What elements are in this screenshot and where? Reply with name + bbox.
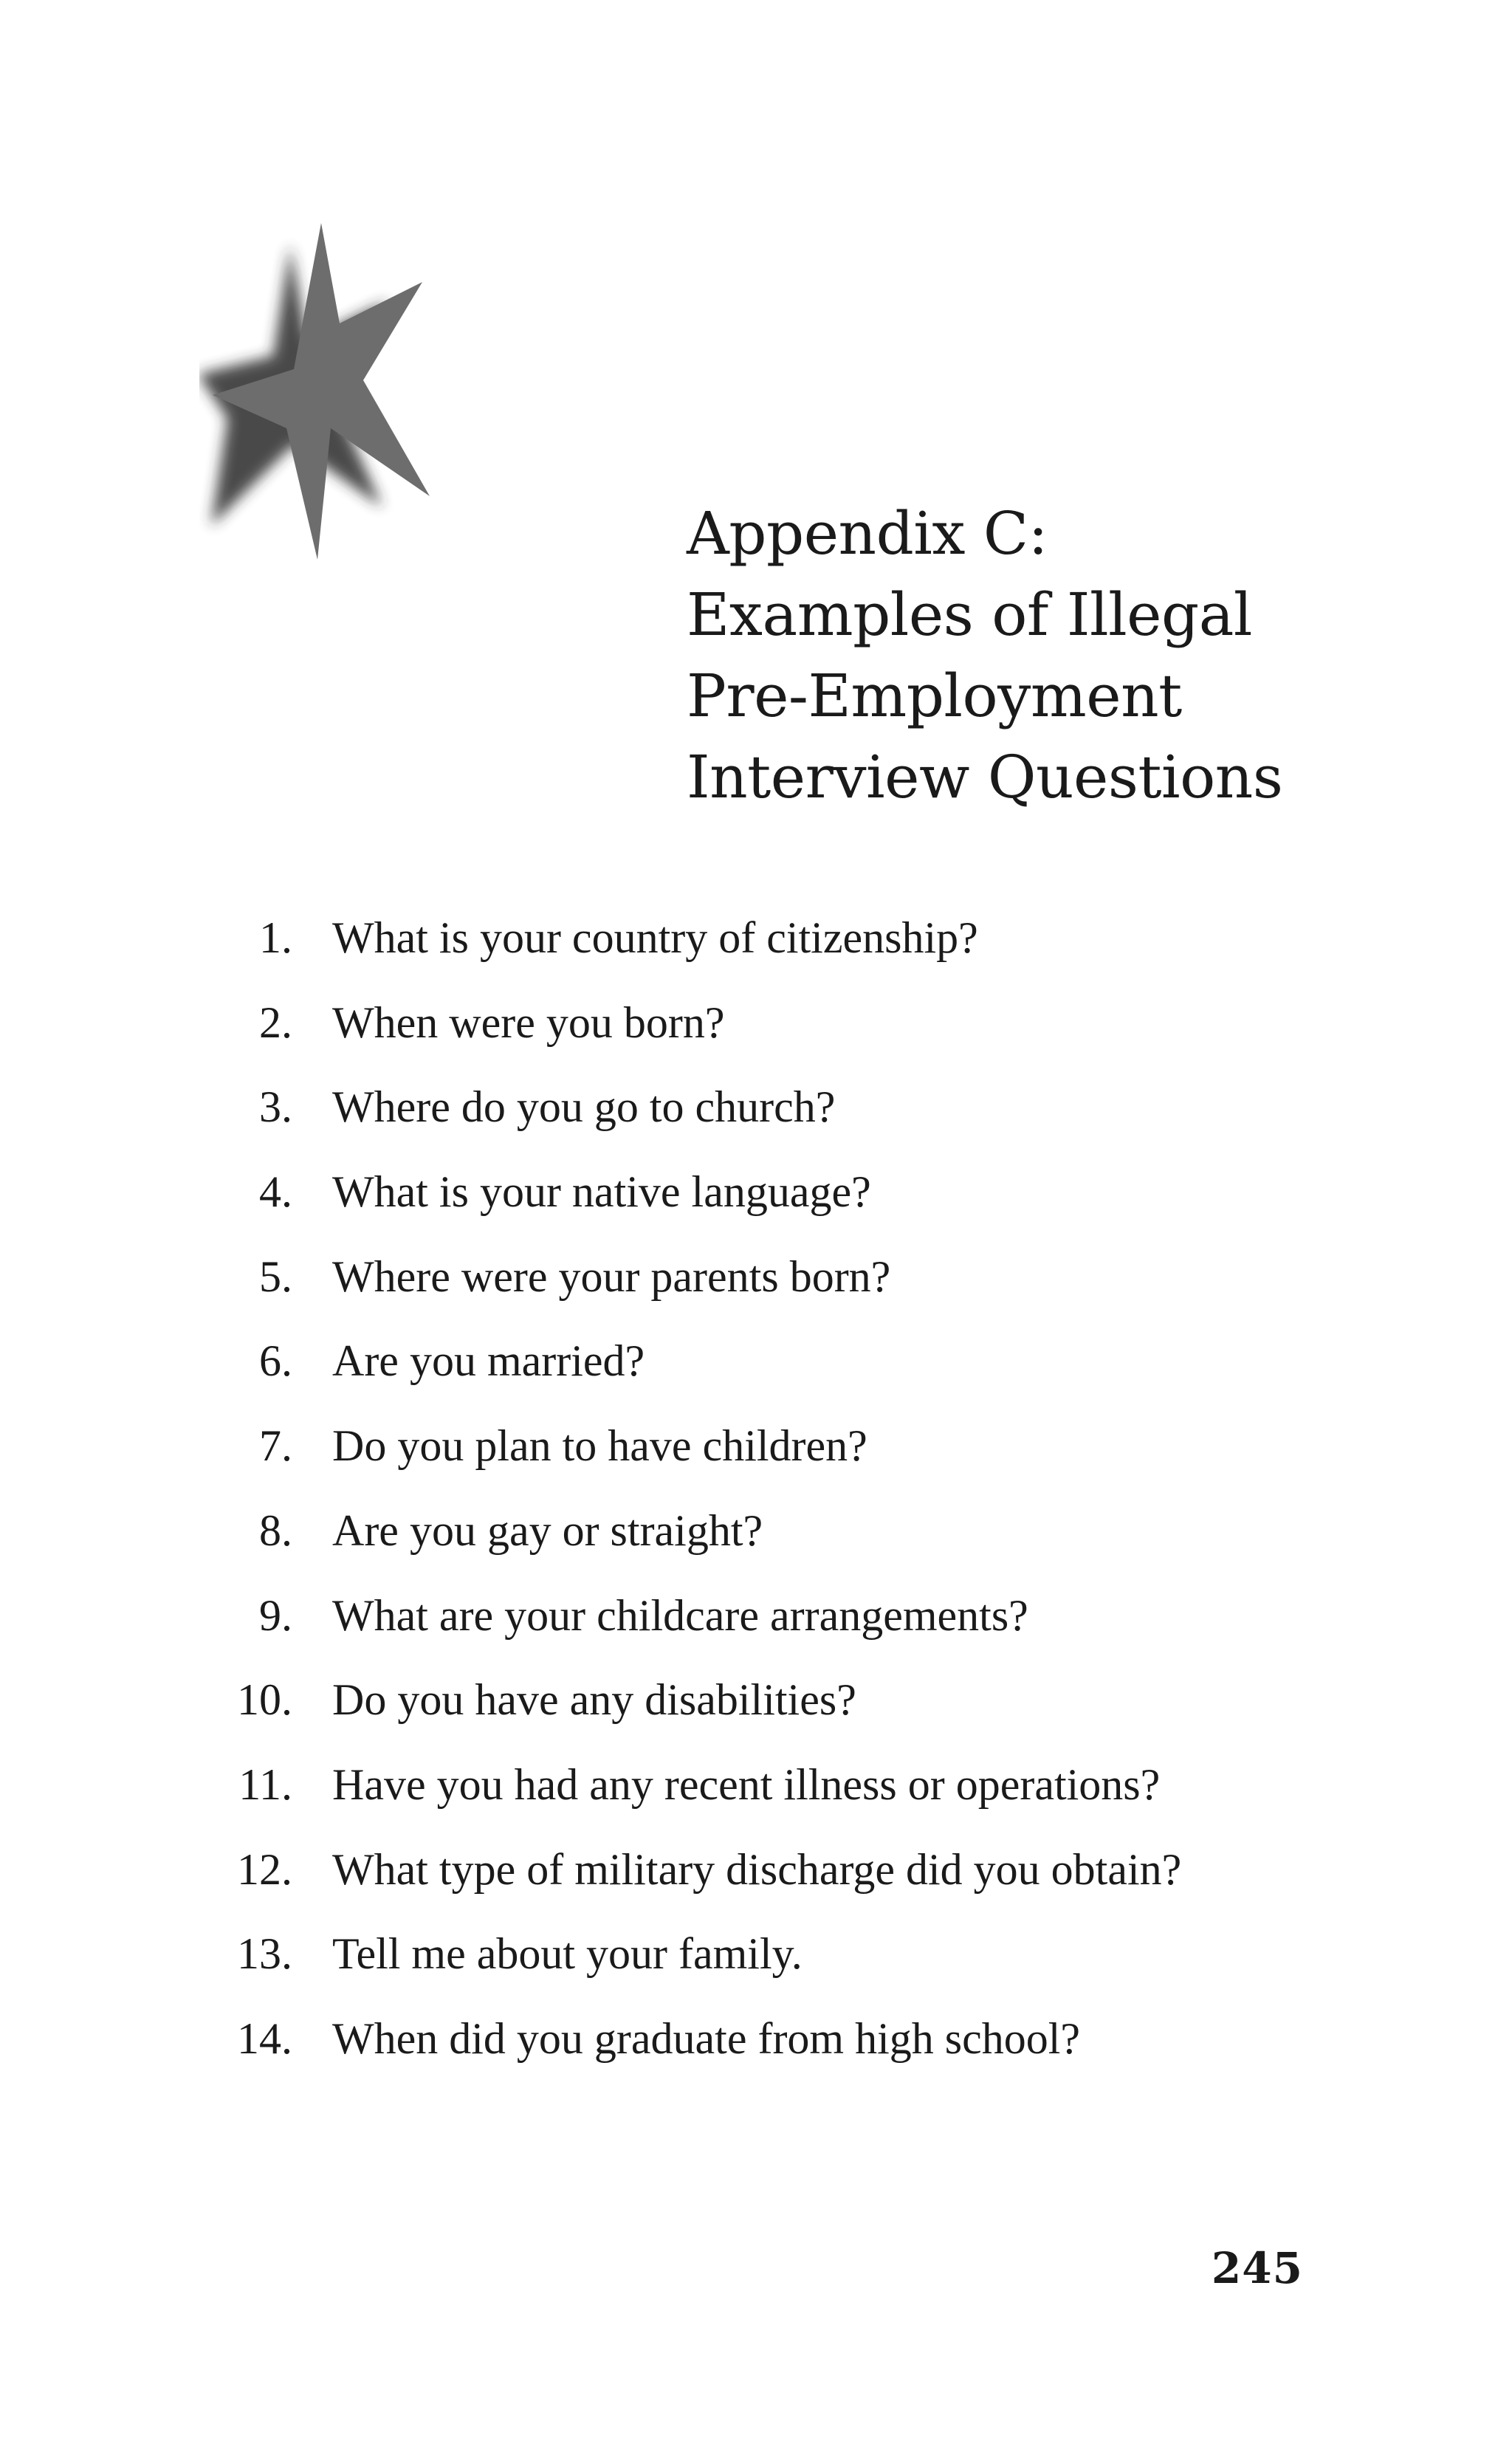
list-item bbox=[214, 1586, 1322, 1671]
list-item bbox=[214, 1162, 1322, 1247]
star-shape bbox=[213, 223, 430, 560]
item-text: Have you had any recent illness or operations? bbox=[332, 1759, 1161, 1809]
question-list bbox=[214, 908, 1322, 2094]
item-text: What is your country of citizenship? bbox=[332, 913, 978, 962]
page-title bbox=[687, 493, 1425, 818]
item-number: 8. bbox=[259, 1505, 292, 1555]
list-item bbox=[214, 1924, 1322, 2009]
item-text: What are your childcare arrangements? bbox=[332, 1590, 1028, 1640]
title-line: Appendix C: bbox=[687, 499, 1048, 568]
list-item bbox=[214, 1416, 1322, 1501]
item-number: 9. bbox=[259, 1590, 292, 1640]
item-text: What type of military discharge did you obtain? bbox=[332, 1844, 1182, 1894]
page-number: 245 bbox=[1211, 2243, 1303, 2293]
list-item bbox=[214, 1077, 1322, 1162]
item-text: When were you born? bbox=[332, 997, 725, 1047]
item-text: Are you married? bbox=[332, 1336, 645, 1386]
item-text: Do you have any disabilities? bbox=[332, 1675, 856, 1725]
item-text: Where do you go to church? bbox=[332, 1082, 836, 1132]
item-number: 1. bbox=[259, 913, 292, 962]
star-icon bbox=[199, 214, 524, 569]
list-item bbox=[214, 908, 1322, 993]
item-number: 13. bbox=[237, 1929, 292, 1979]
item-number: 6. bbox=[259, 1336, 292, 1386]
item-number: 5. bbox=[259, 1251, 292, 1301]
item-text: Are you gay or straight? bbox=[332, 1505, 763, 1555]
item-number: 3. bbox=[259, 1082, 292, 1132]
list-item bbox=[214, 1840, 1322, 1925]
title-line: Examples of Illegal bbox=[687, 580, 1253, 649]
item-number: 11. bbox=[238, 1759, 292, 1809]
item-number: 14. bbox=[237, 2013, 292, 2063]
list-item bbox=[214, 993, 1322, 1078]
item-text: Do you plan to have children? bbox=[332, 1421, 867, 1471]
item-number: 7. bbox=[259, 1421, 292, 1471]
list-item bbox=[214, 1331, 1322, 1416]
item-number: 12. bbox=[237, 1844, 292, 1894]
list-item bbox=[214, 1670, 1322, 1755]
list-item bbox=[214, 1501, 1322, 1586]
item-number: 4. bbox=[259, 1167, 292, 1217]
list-item bbox=[214, 1247, 1322, 1332]
list-item bbox=[214, 1755, 1322, 1840]
item-text: Where were your parents born? bbox=[332, 1251, 891, 1301]
title-line: Interview Questions bbox=[687, 743, 1283, 811]
item-text: When did you graduate from high school? bbox=[332, 2013, 1081, 2063]
item-number: 10. bbox=[237, 1675, 292, 1725]
item-text: What is your native language? bbox=[332, 1167, 871, 1217]
item-number: 2. bbox=[259, 997, 292, 1047]
title-line: Pre-Employment bbox=[687, 662, 1182, 730]
list-item bbox=[214, 2009, 1322, 2094]
item-text: Tell me about your family. bbox=[332, 1929, 803, 1979]
